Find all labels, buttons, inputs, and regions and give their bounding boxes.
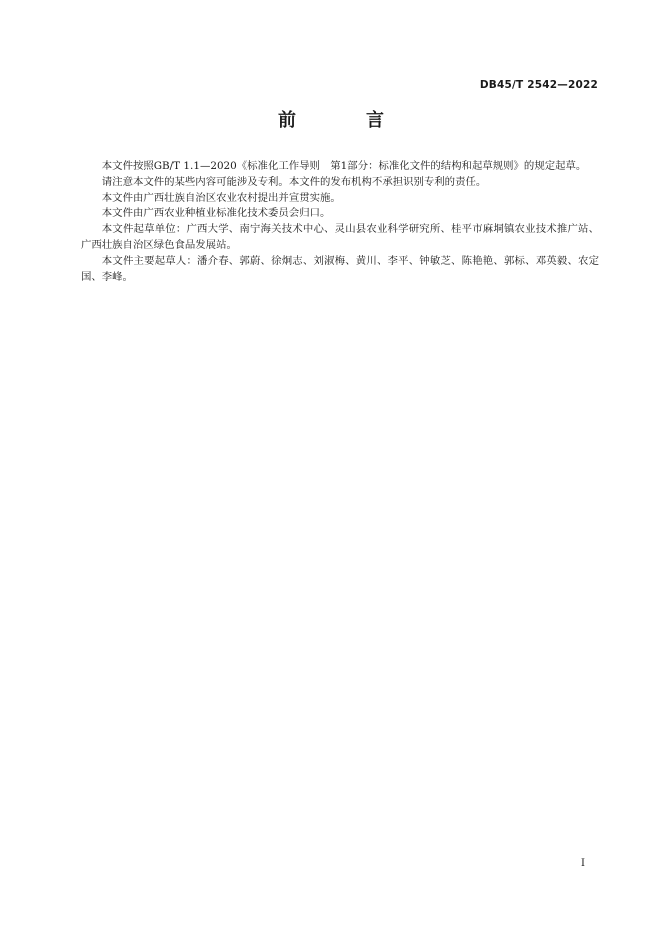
page-number: I xyxy=(581,858,585,869)
page-title: 前 言 xyxy=(278,110,410,131)
preface-body xyxy=(81,159,599,285)
paragraph-drafters: 本文件主要起草人：潘介春、郭蔚、徐炯志、刘淑梅、黄川、李平、钟敏芝、陈艳艳、郭标、邓英毅、农定国、李峰。 xyxy=(81,254,599,283)
document-code: DB45/T 2542—2022 xyxy=(479,79,598,91)
paragraph-proposer: 本文件由广西壮族自治区农业农村提出并宣贯实施。 xyxy=(101,191,341,204)
paragraph-committee: 本文件由广西农业种植业标准化技术委员会归口。 xyxy=(101,207,331,220)
paragraph-patent-notice: 请注意本文件的某些内容可能涉及专利。本文件的发布机构不承担识别专利的责任。 xyxy=(101,175,487,188)
paragraph-drafting-rules: 本文件按照GB/T 1.1—2020《标准化工作导则 第1部分：标准化文件的结构和起草规则》的规定起草。 xyxy=(101,160,587,172)
paragraph-drafting-units: 本文件起草单位：广西大学、南宁海关技术中心、灵山县农业科学研究所、桂平市麻垌镇农业技术推广站、广西壮族自治区绿色食品发展站。 xyxy=(81,223,599,251)
